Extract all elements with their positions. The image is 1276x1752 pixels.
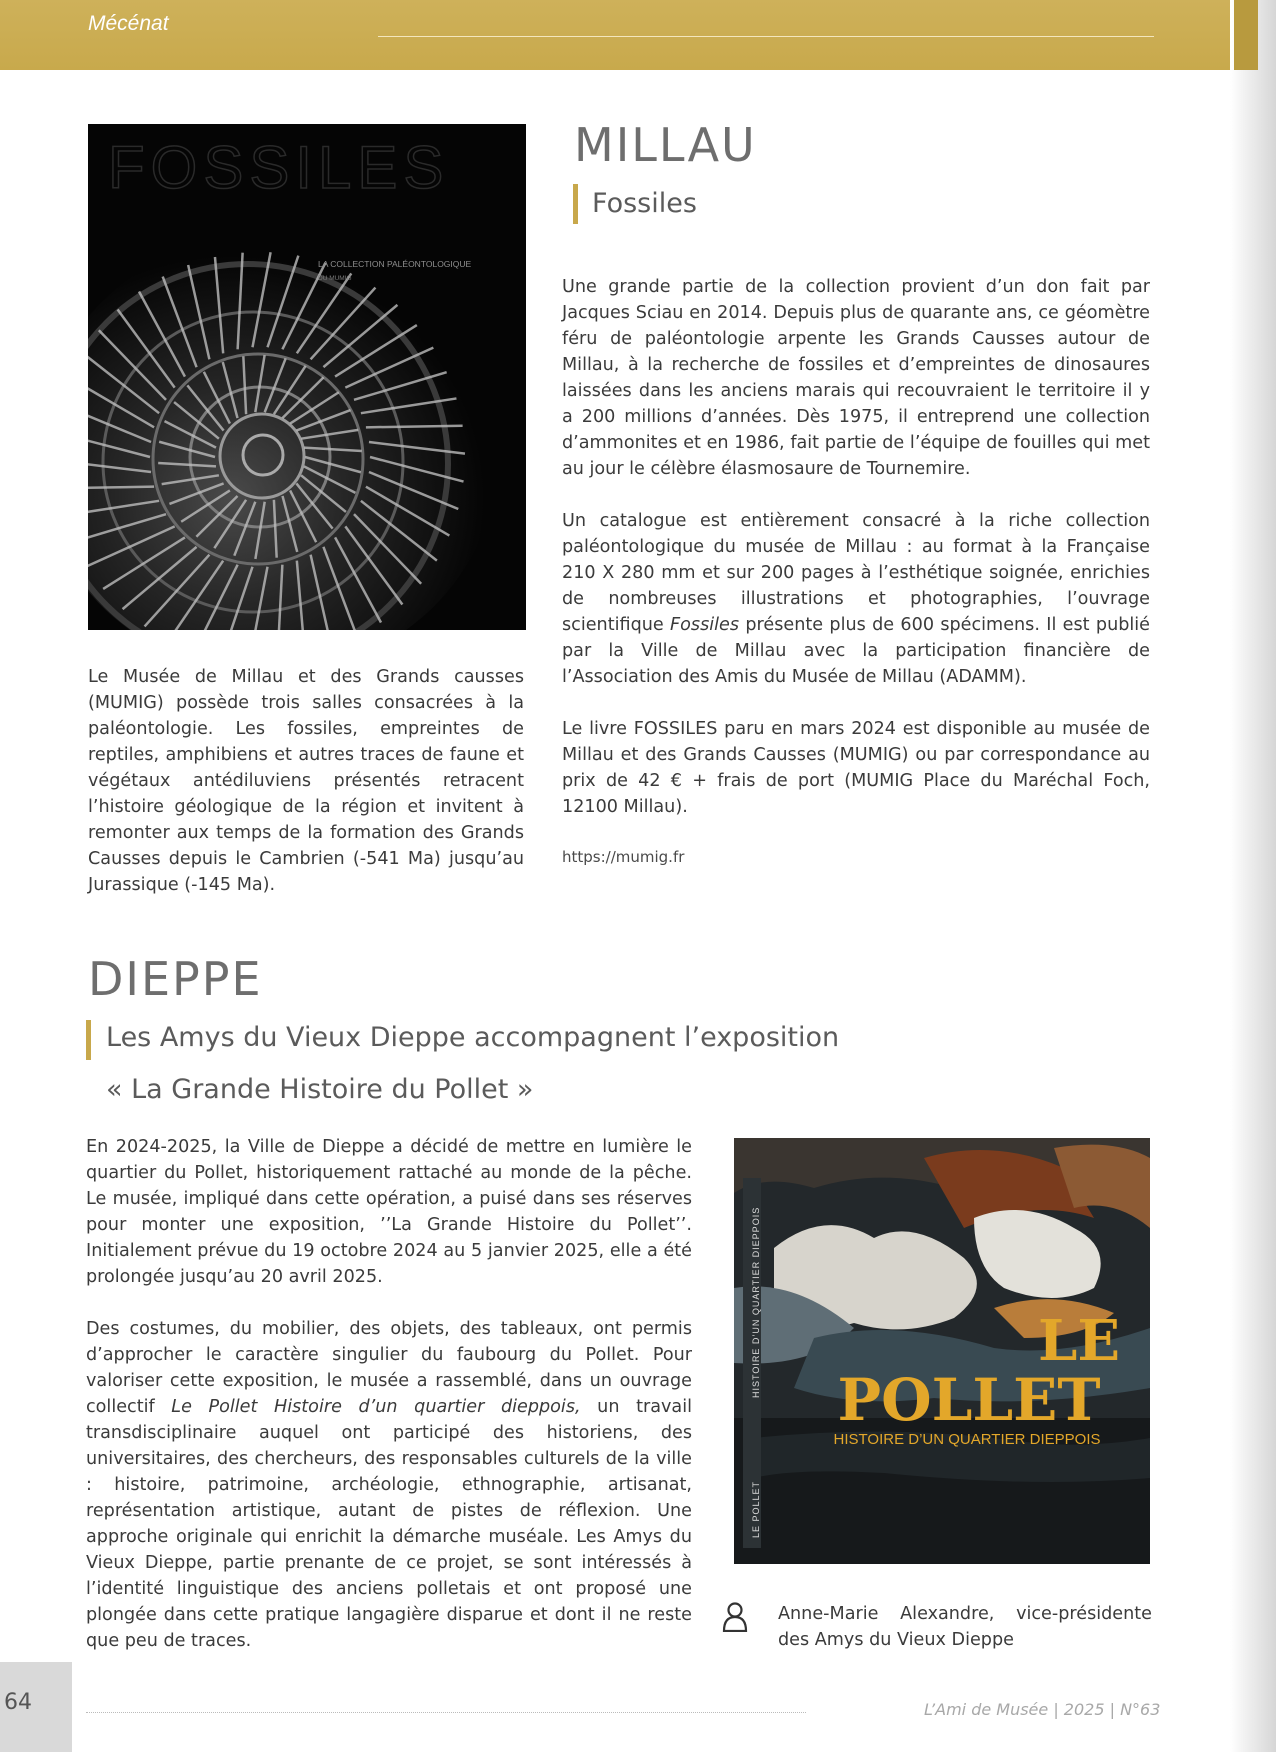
- footer-rule: [86, 1712, 806, 1713]
- dieppe-subtitle-line-2: « La Grande Histoire du Pollet »: [106, 1074, 534, 1105]
- millau-subtitle-bar: [573, 184, 578, 224]
- millau-p2-text-a: Un catalogue est entièrement consacré à la riche collection paléontologique du musée de Millau : au format à la Française 210 X 280 mm et sur 200 pages à l’esthétique soignée, enrichies de nombreuses illustrations et photographies, l’ouvrage scientifique: [562, 511, 1150, 635]
- millau-intro-paragraph: Le Musée de Millau et des Grands causses (MUMIG) possède trois salles consacrées à la paléontologie. Les fossiles, empreintes de reptiles, amphibiens et autres traces de faune et végétaux antédiluviens présentés retracent l’histoire géologique de la région et invitent à remonter aux temps de la formation des Grands Causses depuis le Cambrien (-541 Ma) jusqu’au Jurassique (-145 Ma).: [88, 667, 524, 895]
- millau-body: [562, 274, 1150, 820]
- dieppe-p2-book-title: Le Pollet Histoire d’un quartier dieppois,: [171, 1397, 581, 1417]
- section-header: [0, 0, 1230, 70]
- header-rule: [378, 36, 1154, 37]
- dieppe-subtitle-bar: [86, 1020, 91, 1060]
- dieppe-body: [86, 1134, 692, 1654]
- millau-city-heading: MILLAU: [574, 118, 757, 172]
- mumig-link[interactable]: https://mumig.fr: [562, 848, 685, 866]
- millau-subtitle: Fossiles: [592, 188, 697, 219]
- fossiles-book-cover: [88, 124, 526, 630]
- cover-subtitle-2: DU MUMIG: [318, 275, 352, 282]
- millau-p2-book-title: Fossiles: [670, 615, 740, 635]
- millau-paragraph-2: [562, 508, 1150, 690]
- section-label: Mécénat: [88, 12, 169, 35]
- millau-p2-text-b: présente plus de 600 spécimens. Il est publié par la Ville de Millau avec la participation financière de l’Association des Amis du Musée de Millau (ADAMM).: [562, 615, 1150, 687]
- millau-paragraph-3: Le livre FOSSILES paru en mars 2024 est disponible au musée de Millau et des Grands Causses (MUMIG) ou par correspondance au prix de 42 € + frais de port (MUMIG Place du Maréchal Foch, 12100 Millau).: [562, 719, 1150, 817]
- le-pollet-book-cover: [734, 1138, 1150, 1564]
- dieppe-p2-text-b: un travail transdisciplinaire auquel ont participé des historiens, des universitaires, des chercheurs, des responsables culturels de la ville : histoire, patrimoine, archéologie, ethnographie, artisanat, représentation artistique, autant de pistes de réflexion. Une approche originale qui enrichit la démarche muséale. Les Amys du Vieux Dieppe, partie prenante de ce projet, se sont intéressés à l’identité linguistique des anciens polletais et ont proposé une plongée dans cette pratique langagière disparue et dont il ne reste que peu de traces.: [86, 1397, 692, 1651]
- dieppe-subtitle-line-1: Les Amys du Vieux Dieppe accompagnent l’exposition: [106, 1022, 840, 1053]
- cover-subtitle: HISTOIRE D’UN QUARTIER DIEPPOIS: [833, 1431, 1101, 1448]
- ammonite-image: [88, 124, 526, 630]
- millau-paragraph-1: Une grande partie de la collection provient d’un don fait par Jacques Sciau en 2014. Depuis plus de quarante ans, ce géomètre féru de paléontologie arpente les Grands Causses autour de Millau, à la recherche de fossiles et d’empreintes de dinosaures laissées dans les anciens marais qui recouvraient le territoire il y a 200 millions d’années. Dès 1975, il entreprend une collection d’ammonites et en 1986, fait partie de l’équipe de fouilles qui met au jour le célèbre élasmosaure de Tournemire.: [562, 277, 1150, 479]
- dieppe-p2-text-a: Des costumes, du mobilier, des objets, des tableaux, ont permis d’approcher le caractère singulier du faubourg du Pollet. Pour valoriser cette exposition, le musée a rassemblé, dans un ouvrage collectif: [86, 1319, 692, 1417]
- pollet-painting: [734, 1138, 1150, 1564]
- dieppe-city-heading: DIEPPE: [88, 952, 263, 1006]
- cover-spine-text: HISTOIRE D’UN QUARTIER DIEPPOIS: [751, 1206, 761, 1398]
- cover-title-le: LE: [1037, 1308, 1121, 1374]
- ammonite-rib: [88, 487, 154, 489]
- dieppe-paragraph-1: En 2024-2025, la Ville de Dieppe a décidé de mettre en lumière le quartier du Pollet, historiquement rattaché au monde de la pêche. Le musée, impliqué dans cette opération, a puisé dans ses réserves pour monter une exposition, ’’La Grande Histoire du Pollet’’. Initialement prévue du 19 octobre 2024 au 5 janvier 2025, elle a été prolongée jusqu’au 20 avril 2025.: [86, 1137, 692, 1287]
- dieppe-paragraph-2: [86, 1316, 692, 1654]
- publication-name: L’Ami de Musée | 2025 | N°63: [924, 1700, 1161, 1719]
- cover-title: FOSSILES: [108, 134, 450, 201]
- cover-subtitle: LA COLLECTION PALÉONTOLOGIQUE: [318, 259, 472, 269]
- cover-spine-title: LE POLLET: [751, 1480, 761, 1538]
- author-icon: [722, 1602, 748, 1632]
- millau-intro: [88, 664, 524, 898]
- page-edge-accent: [1234, 0, 1258, 70]
- ammonite-rib: [366, 426, 463, 428]
- author-credit: Anne-Marie Alexandre, vice-présidente des Amys du Vieux Dieppe: [778, 1604, 1152, 1650]
- cover-title-pollet: POLLET: [837, 1366, 1101, 1434]
- page-edge: [1230, 0, 1276, 1752]
- page-number: 64: [4, 1690, 32, 1715]
